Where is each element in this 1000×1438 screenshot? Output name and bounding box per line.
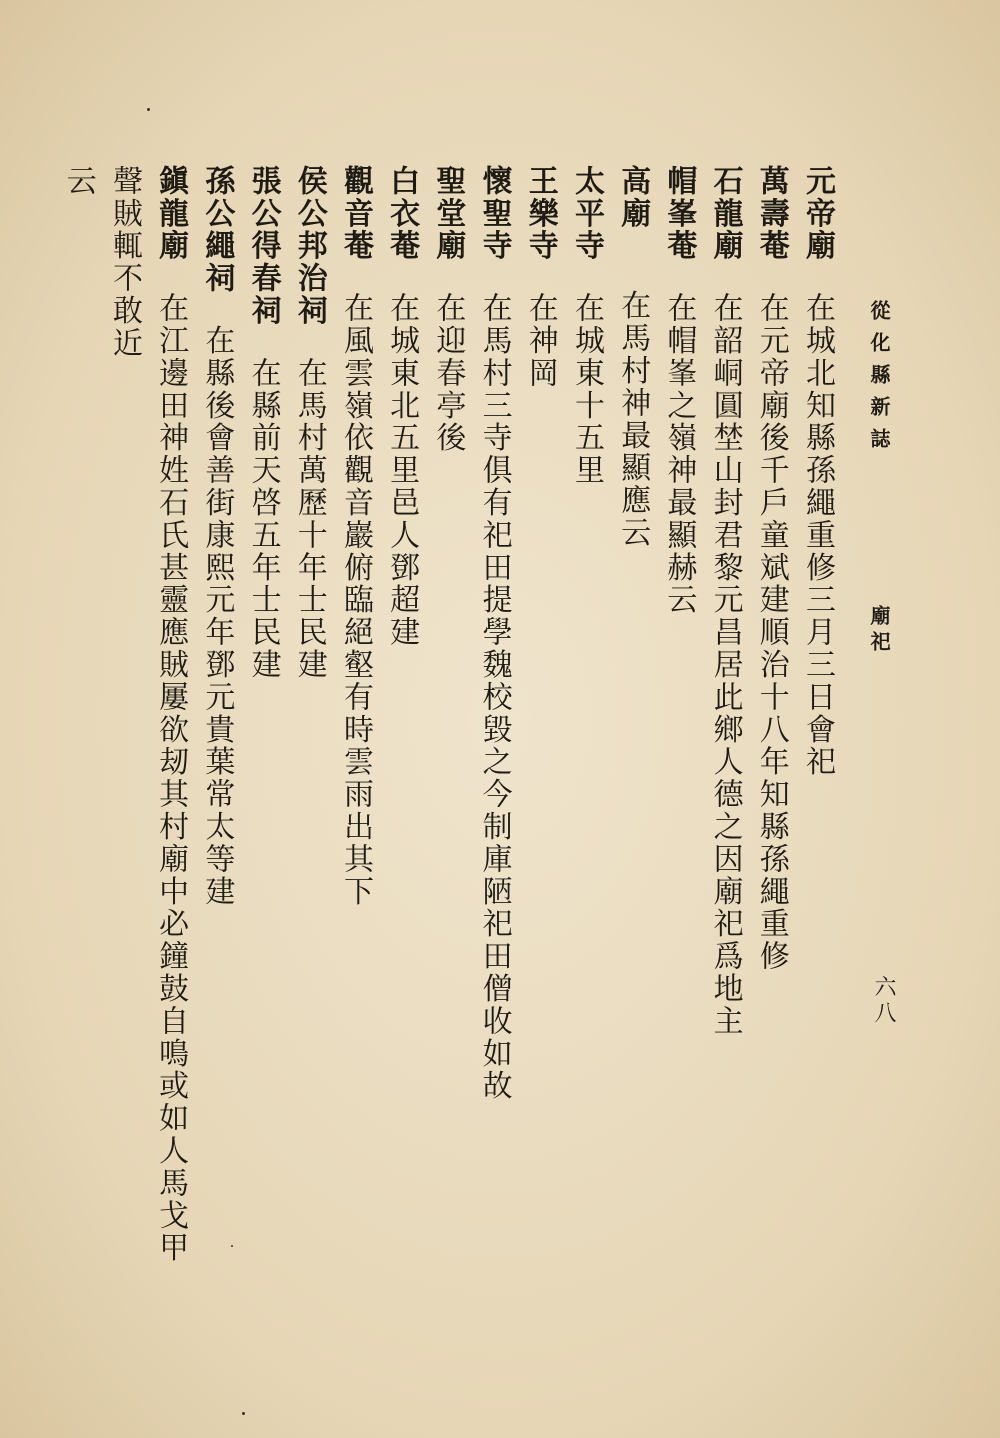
entry-9 (378, 165, 424, 1275)
entry-10 (332, 165, 378, 1275)
entry-14 (101, 165, 193, 1275)
entry-name: 侯公邦治祠 (291, 165, 327, 327)
entry-12 (239, 165, 285, 1275)
book-title: 從化縣新誌 (867, 300, 891, 460)
entry-text: 在風雲嶺依觀音巖俯臨絕壑有時雲雨出其下 (337, 292, 373, 908)
entry-text: 在馬村三寺俱有祀田提學魏校毀之今制庫陋祀田僧收如故 (476, 292, 512, 1103)
entry-4 (609, 165, 655, 1275)
entry-name: 聖堂廟 (430, 165, 466, 263)
entry-7 (470, 165, 516, 1275)
entry-name: 孫公繩祠 (199, 165, 235, 295)
entry-text: 在縣前天啓五年士民建 (245, 357, 281, 681)
paper-speck (242, 1412, 245, 1415)
entry-text: 在縣後會善街康熙元年鄧元貴葉常太等建 (199, 324, 235, 908)
entry-name: 觀音菴 (337, 165, 373, 263)
entry-6 (517, 165, 563, 1275)
entry-text: 在城北知縣孫繩重修三月三日會祀 (800, 292, 835, 779)
entry-13 (193, 165, 239, 1275)
entry-text: 在江邊田神姓石氏甚靈應賊屢欲刼其村廟中必鐘鼓自鳴或如人馬戈甲聲賊輒不敢近 (106, 165, 189, 1265)
entry-name: 帽峯菴 (661, 165, 697, 263)
entry-text: 在城東十五里 (568, 292, 604, 487)
section-title: 廟祀 (867, 605, 891, 657)
entry-text: 在迎春亭後 (430, 292, 466, 455)
entry-text: 在馬村萬歷十年士民建 (291, 357, 327, 681)
entry-text: 在韶峒圓埜山封君黎元昌居此鄉人德之因廟祀爲地主 (707, 292, 743, 1038)
entry-name: 張公得春祠 (245, 165, 281, 327)
entry-name: 石龍廟 (707, 165, 743, 263)
entry-name: 王樂寺 (522, 165, 558, 263)
temple-entries (55, 165, 840, 1275)
entry-name: 高廟 (615, 165, 651, 230)
entry-1 (748, 165, 794, 1275)
entry-name: 懷聖寺 (476, 165, 512, 263)
entry-text: 在馬村神最顯應云 (615, 289, 651, 550)
entry-name: 鎭龍廟 (153, 165, 189, 263)
entry-3 (655, 165, 701, 1275)
paper-speck (231, 1245, 233, 1247)
paper-speck (147, 108, 150, 111)
page-number: 六八 (871, 975, 896, 1027)
entry-text: 在帽峯之嶺神最顯赫云 (661, 292, 697, 617)
entry-0 (794, 165, 840, 1275)
entry-name: 太平寺 (568, 165, 604, 263)
entry-name: 元帝廟 (800, 165, 835, 263)
entry-8 (424, 165, 470, 1275)
entry-5 (563, 165, 609, 1275)
entry-2 (701, 165, 747, 1275)
entry-14-continuation: 云 (60, 165, 96, 198)
entry-text: 在元帝廟後千戶童斌建順治十八年知縣孫繩重修 (753, 292, 789, 973)
entry-text: 在神岡 (522, 292, 558, 390)
entry-11 (286, 165, 332, 1275)
entry-name: 萬壽菴 (753, 165, 789, 263)
entry-name: 白衣菴 (384, 165, 420, 263)
entry-text: 在城東北五里邑人鄧超建 (384, 292, 420, 649)
